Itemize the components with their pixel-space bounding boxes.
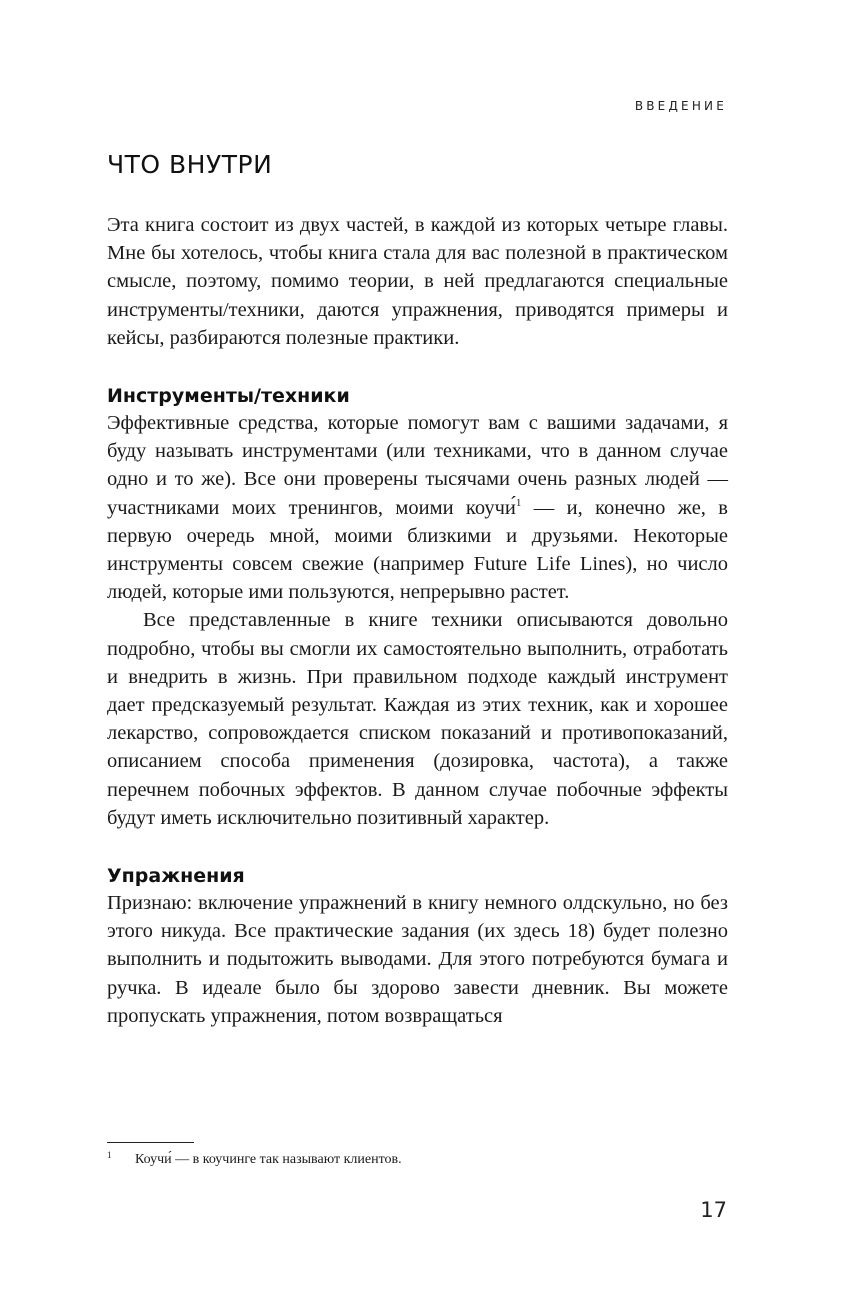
tools-paragraph-1-part-b: — и, конечно же, в первую очередь мной, моими близкими и друзьями. Некоторые инструменты совсем свежие (например Future Life Lines), но число людей, которые ими пользуются, непрерывно растет. (107, 496, 728, 604)
running-head: ВВЕДЕНИЕ (634, 99, 727, 113)
chapter-title: ЧТО ВНУТРИ (107, 150, 273, 179)
intro-paragraph: Эта книга состоит из двух частей, в каждой из которых четыре главы. Мне бы хотелось, чтобы книга стала для вас полезной в практическом смысле, поэтому, помимо теории, в ней предлагаются специальные инструменты/техники, даются упражнения, приводятся примеры и кейсы, разбираются полезные практики. (107, 214, 728, 349)
tools-paragraph-2: Все представленные в книге техники описываются довольно подробно, чтобы вы смогли их самостоятельно выполнить, отработать и внедрить в жизнь. При правильном подходе каждый инструмент дает предсказуемый результат. Каждая из этих техник, как и хорошее лекарство, сопровождается списком показаний и противопоказаний, описанием способа применения (дозировка, частота), а также перечнем побочных эффектов. В данном случае побочные эффекты будут иметь исключительно позитивный характер. (107, 609, 728, 829)
footnote-reference[interactable]: 1 (515, 496, 522, 509)
footnote-divider (107, 1142, 194, 1143)
page-number: 17 (700, 1198, 727, 1222)
tools-paragraph-1 (107, 409, 728, 606)
section-heading-exercises: Упражнения (107, 865, 245, 888)
footnote-text: Коучи́ — в коучинге так называют клиентов. (135, 1152, 402, 1167)
exercises-paragraph: Признаю: включение упражнений в книгу немного олдскульно, но без этого никуда. Все практические задания (их здесь 18) будет полезно выполнить и подытожить выводами. Для этого потребуются бумага и ручка. В идеале было бы здорово завести дневник. Вы можете пропускать упражнения, потом возвращаться (107, 892, 728, 1027)
section-heading-tools: Инструменты/техники (107, 385, 350, 408)
body-text (107, 211, 728, 1030)
footnote: 1 Коучи́ — в коучинге так называют клиентов. (107, 1150, 402, 1167)
tools-paragraph-1-part-a: Эффективные средства, которые помогут вам с вашими задачами, я буду называть инструментами (или техниками, что в данном случае одно и то же). Все они проверены тысячами очень разных людей — участниками моих тренингов, моими коучи́ (107, 412, 728, 519)
